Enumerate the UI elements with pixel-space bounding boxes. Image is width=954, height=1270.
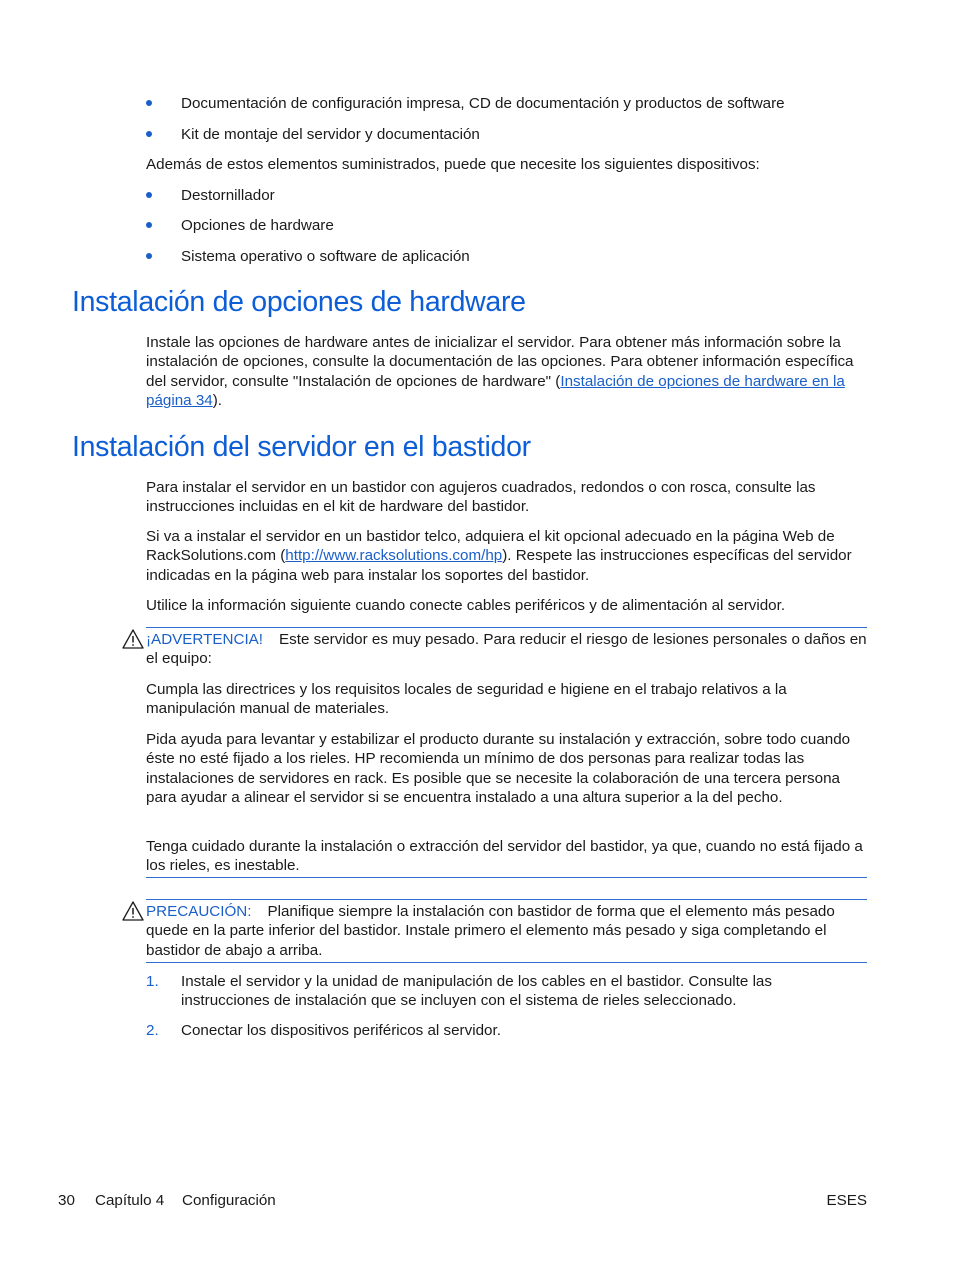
warning-paragraph bbox=[146, 630, 868, 669]
warning-text: Este servidor es muy pesado. Para reducir el riesgo de lesiones personales o daños en el equipo: bbox=[146, 631, 867, 668]
list-item: Kit de montaje del servidor y documentación bbox=[181, 126, 480, 143]
intro-paragraph: Además de estos elementos suministrados, puede que necesite los siguientes dispositivos: bbox=[146, 156, 760, 173]
page-number: 30 bbox=[58, 1192, 75, 1209]
footer-locale: ESES bbox=[826, 1192, 867, 1209]
section2-paragraph-3: Utilice la información siguiente cuando conecte cables periféricos y de alimentación al servidor. bbox=[146, 597, 786, 614]
step-text: Conectar los dispositivos periféricos al servidor. bbox=[181, 1022, 501, 1039]
list-item: Destornillador bbox=[181, 187, 275, 204]
bullet-marker bbox=[146, 131, 152, 137]
warning-label: ¡ADVERTENCIA! bbox=[146, 631, 264, 648]
step-number: 2. bbox=[146, 1022, 159, 1039]
warning-paragraph-1: Cumpla las directrices y los requisitos locales de seguridad e higiene en el trabajo relativos a la manipulación manual de materiales. bbox=[146, 681, 787, 718]
hardware-options-link[interactable]: Instalación de opciones de hardware en la página 34 bbox=[146, 372, 845, 409]
warning-triangle-icon bbox=[122, 629, 144, 649]
chapter-title: Configuración bbox=[182, 1192, 276, 1209]
warning-bottom-rule bbox=[146, 877, 867, 878]
caution-bottom-rule bbox=[146, 962, 867, 963]
section2-paragraph-2 bbox=[146, 527, 868, 585]
racksolutions-link[interactable]: http://www.racksolutions.com/hp bbox=[285, 547, 503, 565]
section2-text-end: ). Respete las instrucciones específicas del servidor indicadas en la página web para instalar los soportes del bastidor. bbox=[146, 547, 852, 584]
caution-top-rule bbox=[146, 899, 867, 900]
bullet-marker bbox=[146, 100, 152, 106]
bullet-marker bbox=[146, 253, 152, 259]
section-heading-rack-install: Instalación del servidor en el bastidor bbox=[72, 431, 531, 463]
warning-paragraph-3: Tenga cuidado durante la instalación o extracción del servidor del bastidor, ya que, cuando no está fijado a los rieles, es inestable. bbox=[146, 838, 863, 875]
section2-text: Si va a instalar el servidor en un bastidor telco, adquiera el kit opcional adecuado en la página Web de RackSolutions.com ( bbox=[146, 528, 835, 565]
list-item: Documentación de configuración impresa, CD de documentación y productos de software bbox=[181, 95, 785, 112]
warning-top-rule bbox=[146, 627, 867, 628]
list-item: Opciones de hardware bbox=[181, 217, 334, 234]
section1-paragraph bbox=[146, 333, 868, 410]
caution-paragraph bbox=[146, 902, 868, 960]
section1-text-end: ). bbox=[212, 391, 223, 409]
section-heading-hardware-options: Instalación de opciones de hardware bbox=[72, 286, 526, 318]
chapter-label: Capítulo 4 bbox=[95, 1192, 165, 1209]
step-number: 1. bbox=[146, 973, 159, 990]
warning-paragraph-2: Pida ayuda para levantar y estabilizar el producto durante su instalación y extracción, sobre todo cuando éste no esté fijado a los rieles. HP recomienda un mínimo de dos personas para realizar todas las instalaciones de servidores en rack. Es posible que se necesite la colaboración de una tercera persona para ayudar a alinear el servidor si se encuentra instalado a una altura superior a la del pecho. bbox=[146, 731, 851, 806]
caution-label: PRECAUCIÓN: bbox=[146, 903, 252, 920]
bullet-marker bbox=[146, 222, 152, 228]
bullet-marker bbox=[146, 192, 152, 198]
list-item: Sistema operativo o software de aplicación bbox=[181, 248, 470, 265]
step-text: Instale el servidor y la unidad de manipulación de los cables en el bastidor. Consulte las instrucciones de instalación que se incluyen con el sistema de rieles seleccionado. bbox=[181, 973, 772, 1010]
section2-paragraph-1: Para instalar el servidor en un bastidor con agujeros cuadrados, redondos o con rosca, consulte las instrucciones incluidas en el kit de hardware del bastidor. bbox=[146, 479, 816, 516]
caution-text: Planifique siempre la instalación con bastidor de forma que el elemento más pesado quede en la parte inferior del bastidor. Instale primero el elemento más pesado y siga completando el bastidor de abajo a arriba. bbox=[146, 903, 835, 959]
section1-text: Instale las opciones de hardware antes de inicializar el servidor. Para obtener más información sobre la instalación de opciones, consulte la documentación de las opciones. Para obtener información específica del servidor, consulte "Instalación de opciones de hardware" ( bbox=[146, 334, 854, 390]
caution-triangle-icon bbox=[122, 901, 144, 921]
